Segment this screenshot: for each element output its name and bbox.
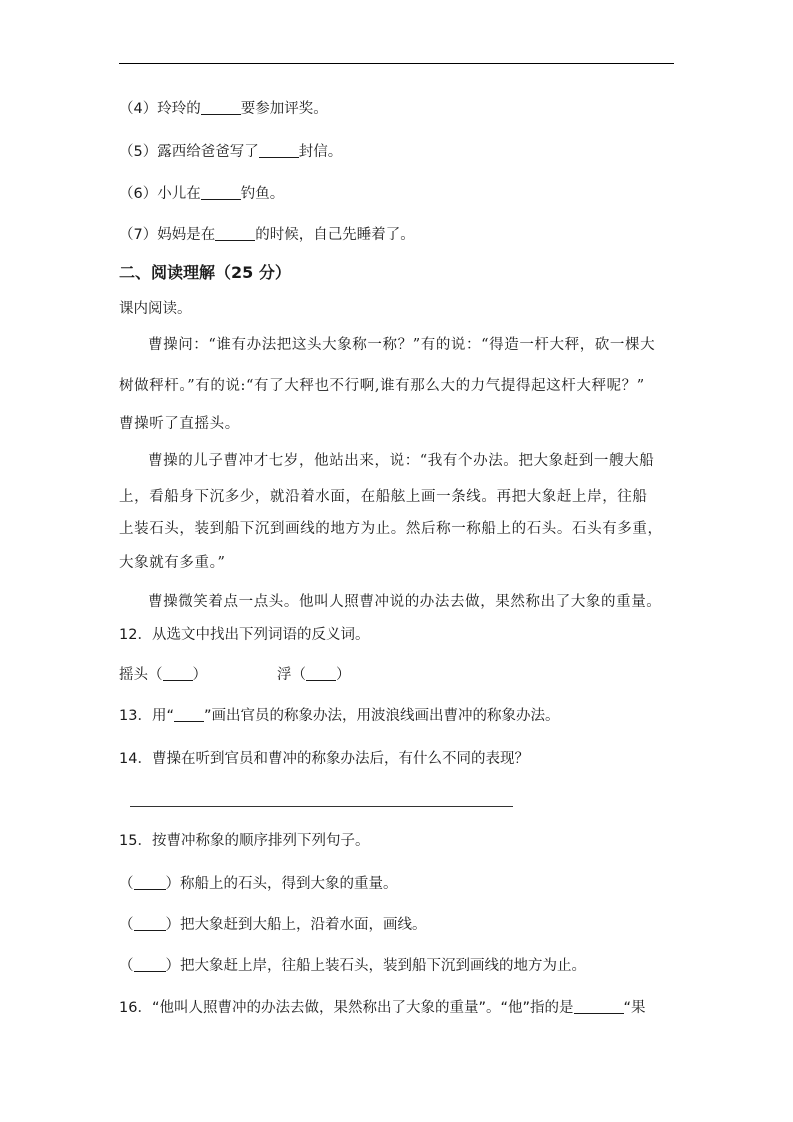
passage-line: 上，看船身下沉多少，就沿着水面，在船舷上画一条线。再把大象赶上岸，往船 — [119, 489, 648, 505]
q16-prefix: 16．“他叫人照曹冲的办法去做，果然称出了大象的重量”。“他”指的是 — [119, 1000, 574, 1016]
order-row-text: ）把大象赶到大船上，沿着水面，画线。 — [165, 917, 427, 933]
question-15: 15．按曹冲称象的顺序排列下列句子。 — [119, 833, 370, 849]
answer-blank[interactable] — [215, 226, 255, 241]
passage-line: 树做秤杆。”有的说:“有了大秤也不行啊,谁有那么大的力气提得起这杆大秤呢？” — [119, 378, 645, 394]
fill-item-6-suffix: 钓鱼。 — [240, 186, 285, 202]
passage-line: 大象就有多重。” — [119, 555, 226, 571]
fill-item-4 — [119, 99, 328, 119]
fill-item-5-suffix: 封信。 — [298, 144, 343, 160]
order-row-open: （ — [119, 876, 134, 892]
answer-blank[interactable] — [574, 999, 624, 1014]
order-row-text: ）称船上的石头，得到大象的重量。 — [165, 876, 398, 892]
fill-item-6-prefix: （6）小儿在 — [119, 186, 201, 202]
header-rule — [119, 63, 674, 64]
order-row-open: （ — [119, 917, 134, 933]
order-row — [119, 915, 427, 935]
answer-blank[interactable] — [134, 875, 166, 890]
answer-blank[interactable] — [163, 666, 193, 681]
fill-item-4-prefix: （4）玲玲的 — [119, 101, 201, 117]
fill-item-5 — [119, 142, 342, 162]
section-title: 二、阅读理解（25 分） — [119, 263, 291, 282]
fill-item-5-prefix: （5）露西给爸爸写了 — [119, 144, 259, 160]
fill-item-4-suffix: 要参加评奖。 — [240, 101, 328, 117]
passage-line: 上装石头，装到船下沉到画线的地方为止。然后称一称船上的石头。石头有多重， — [119, 521, 663, 537]
order-row — [119, 874, 398, 894]
answer-blank[interactable] — [201, 100, 241, 115]
order-row — [119, 956, 586, 976]
q16-suffix: “果 — [623, 1000, 646, 1016]
answer-blank[interactable] — [259, 143, 299, 158]
question-12: 12．从选文中找出下列词语的反义词。 — [119, 627, 370, 643]
fill-item-6 — [119, 184, 284, 204]
order-row-open: （ — [119, 958, 134, 974]
q12-b-suffix: ） — [336, 667, 351, 683]
question-13 — [119, 706, 559, 726]
passage-line: 曹操微笑着点一点头。他叫人照曹冲说的办法去做，果然称出了大象的重量。 — [148, 594, 662, 610]
answer-blank[interactable] — [306, 666, 336, 681]
fill-item-7-prefix: （7）妈妈是在 — [119, 227, 216, 243]
answer-blank[interactable] — [134, 957, 166, 972]
passage-line: 曹操的儿子曹冲才七岁，他站出来，说：“我有个办法。把大象赶到一艘大船 — [148, 453, 655, 469]
question-14: 14．曹操在听到官员和曹冲的称象办法后，有什么不同的表现？ — [119, 751, 529, 767]
q12-a-prefix: 摇头（ — [119, 667, 163, 683]
q12-b-prefix: 浮（ — [277, 667, 306, 683]
question-16 — [119, 998, 646, 1018]
q13-prefix: 13．用“ — [119, 708, 174, 724]
passage-line: 曹操问：“谁有办法把这头大象称一称？”有的说：“得造一杆大秤，砍一棵大 — [148, 337, 656, 353]
q12-a-suffix: ） — [192, 667, 207, 683]
passage-line: 曹操听了直摇头。 — [119, 416, 240, 432]
section-intro: 课内阅读。 — [119, 301, 192, 317]
question-12-answers — [119, 665, 351, 685]
order-row-text: ）把大象赶上岸，往船上装石头，装到船下沉到画线的地方为止。 — [165, 958, 586, 974]
underline-sample — [174, 707, 204, 722]
answer-blank[interactable] — [201, 185, 241, 200]
fill-item-7-suffix: 的时候，自己先睡着了。 — [255, 227, 415, 243]
answer-line[interactable] — [130, 806, 513, 807]
q13-suffix: ”画出官员的称象办法，用波浪线画出曹冲的称象办法。 — [203, 708, 560, 724]
fill-item-7 — [119, 225, 415, 245]
answer-blank[interactable] — [134, 916, 166, 931]
